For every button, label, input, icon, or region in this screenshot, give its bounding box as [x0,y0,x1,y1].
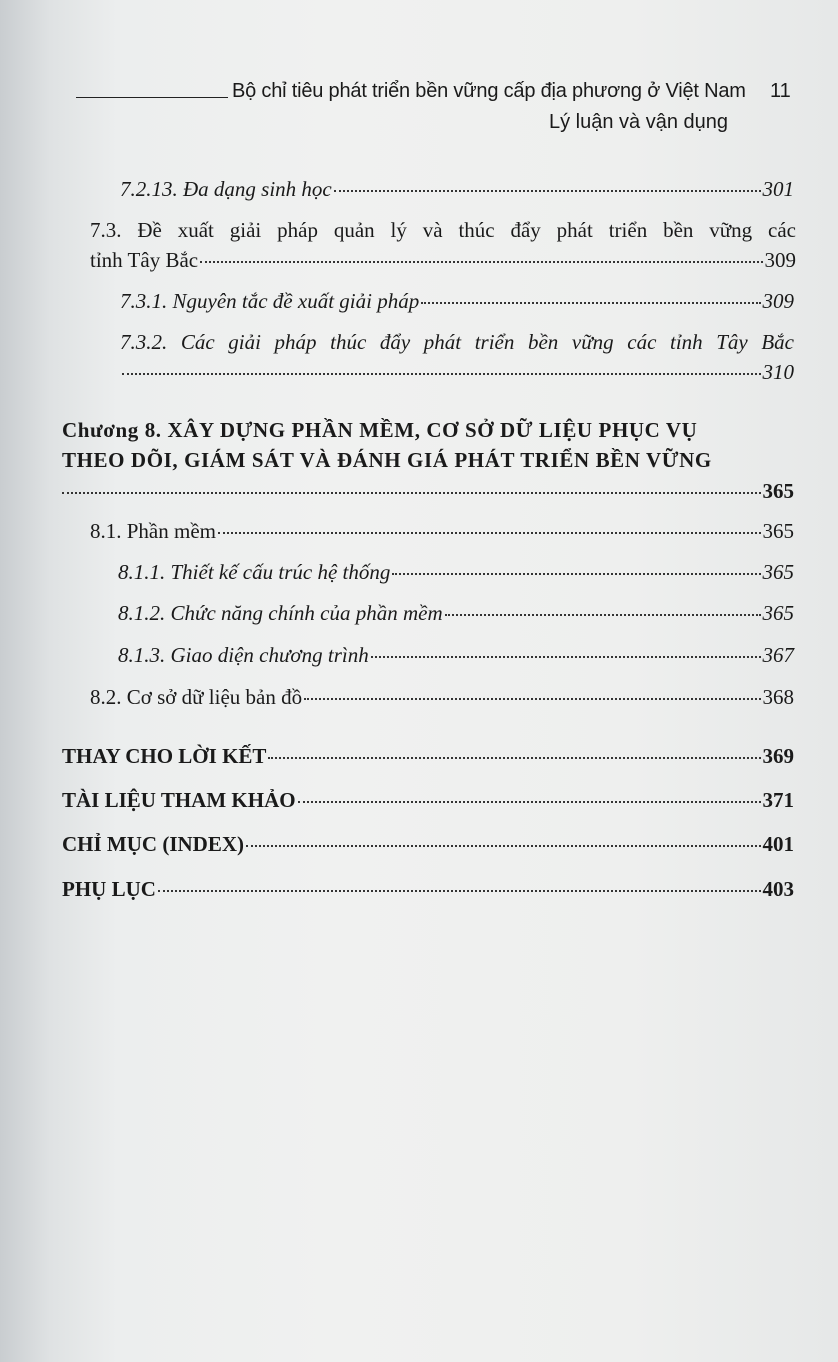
toc-entry-label: 7.2.13. Đa dạng sinh học [120,177,332,201]
toc-entry-label: 8.2. Cơ sở dữ liệu bản đồ [90,685,303,709]
toc-entry-chapter-8[interactable] [62,478,794,504]
running-header-subtitle: Lý luận và vận dụng [548,111,728,133]
toc-entry-8-1[interactable] [90,518,794,544]
toc-entry-page: 368 [762,685,794,709]
dot-leader [421,301,760,304]
toc-entry-label: tỉnh Tây Bắc [90,248,199,272]
toc-entry-page: 403 [762,877,794,901]
toc-entry-label: 8.1.3. Giao diện chương trình [118,643,369,667]
header-rule [76,97,228,98]
dot-leader [304,697,760,700]
toc-entry-page: 301 [762,177,794,201]
toc-entry-page: 401 [762,832,794,856]
toc-entry-page: 367 [762,643,794,667]
dot-leader [158,889,761,892]
toc-entry-label: TÀI LIỆU THAM KHẢO [62,788,296,812]
toc-entry-7-3-2[interactable] [120,359,794,385]
toc-entry-8-2[interactable] [90,684,794,710]
toc-entry-references[interactable] [62,787,794,813]
toc-entry-page: 309 [764,248,796,272]
toc-entry-page: 365 [762,601,794,625]
toc-entry-8-1-1[interactable] [118,559,794,585]
toc-entry-7-3[interactable] [90,247,796,273]
dot-leader [246,844,761,847]
toc-entry-7-3-line1[interactable]: 7.3. Đề xuất giải pháp quản lý và thúc đẩy phát triển bền vững các [90,218,796,242]
toc-entry-conclusion[interactable] [62,743,794,769]
running-header-title: Bộ chỉ tiêu phát triển bền vững cấp địa phương ở Việt Nam [232,80,746,102]
dot-leader [392,572,760,575]
toc-entry-page: 310 [762,360,794,384]
toc-entry-index[interactable] [62,831,794,857]
dot-leader [200,260,762,263]
toc-entry-page: 371 [762,788,794,812]
toc-entry-page: 365 [762,560,794,584]
chapter-8-title-line1[interactable]: Chương 8. XÂY DỰNG PHẦN MỀM, CƠ SỞ DỮ LIỆU PHỤC VỤ [62,418,698,442]
toc-entry-label: CHỈ MỤC (INDEX) [62,832,244,856]
toc-entry-label: PHỤ LỤC [62,877,156,901]
dot-leader [122,372,761,375]
toc-entry-label: 8.1.2. Chức năng chính của phần mềm [118,601,443,625]
toc-entry-7-3-1[interactable] [120,288,794,314]
toc-entry-page: 365 [762,479,794,503]
toc-entry-page: 309 [762,289,794,313]
dot-leader [371,655,761,658]
chapter-8-title-line2[interactable]: THEO DÕI, GIÁM SÁT VÀ ĐÁNH GIÁ PHÁT TRIỂN BỀN VỮNG [62,448,712,472]
toc-entry-label: THAY CHO LỜI KẾT [62,744,267,768]
dot-leader [218,531,761,534]
toc-entry-page: 365 [762,519,794,543]
toc-entry-7-2-13[interactable] [120,176,794,202]
dot-leader [62,491,761,494]
toc-entry-8-1-3[interactable] [118,642,794,668]
page-number: 11 [770,80,791,102]
dot-leader [298,800,761,803]
toc-entry-appendix[interactable] [62,876,794,902]
toc-entry-label: 7.3.1. Nguyên tắc đề xuất giải pháp [120,289,420,313]
dot-leader [268,756,760,759]
toc-entry-label: 8.1. Phần mềm [90,519,216,543]
toc-entry-8-1-2[interactable] [118,600,794,626]
dot-leader [334,189,761,192]
dot-leader [445,613,761,616]
toc-entry-7-3-2-line1[interactable]: 7.3.2. Các giải pháp thúc đẩy phát triển bền vững các tỉnh Tây Bắc [120,330,794,354]
toc-entry-page: 369 [762,744,794,768]
toc-entry-label: 8.1.1. Thiết kế cấu trúc hệ thống [118,560,391,584]
